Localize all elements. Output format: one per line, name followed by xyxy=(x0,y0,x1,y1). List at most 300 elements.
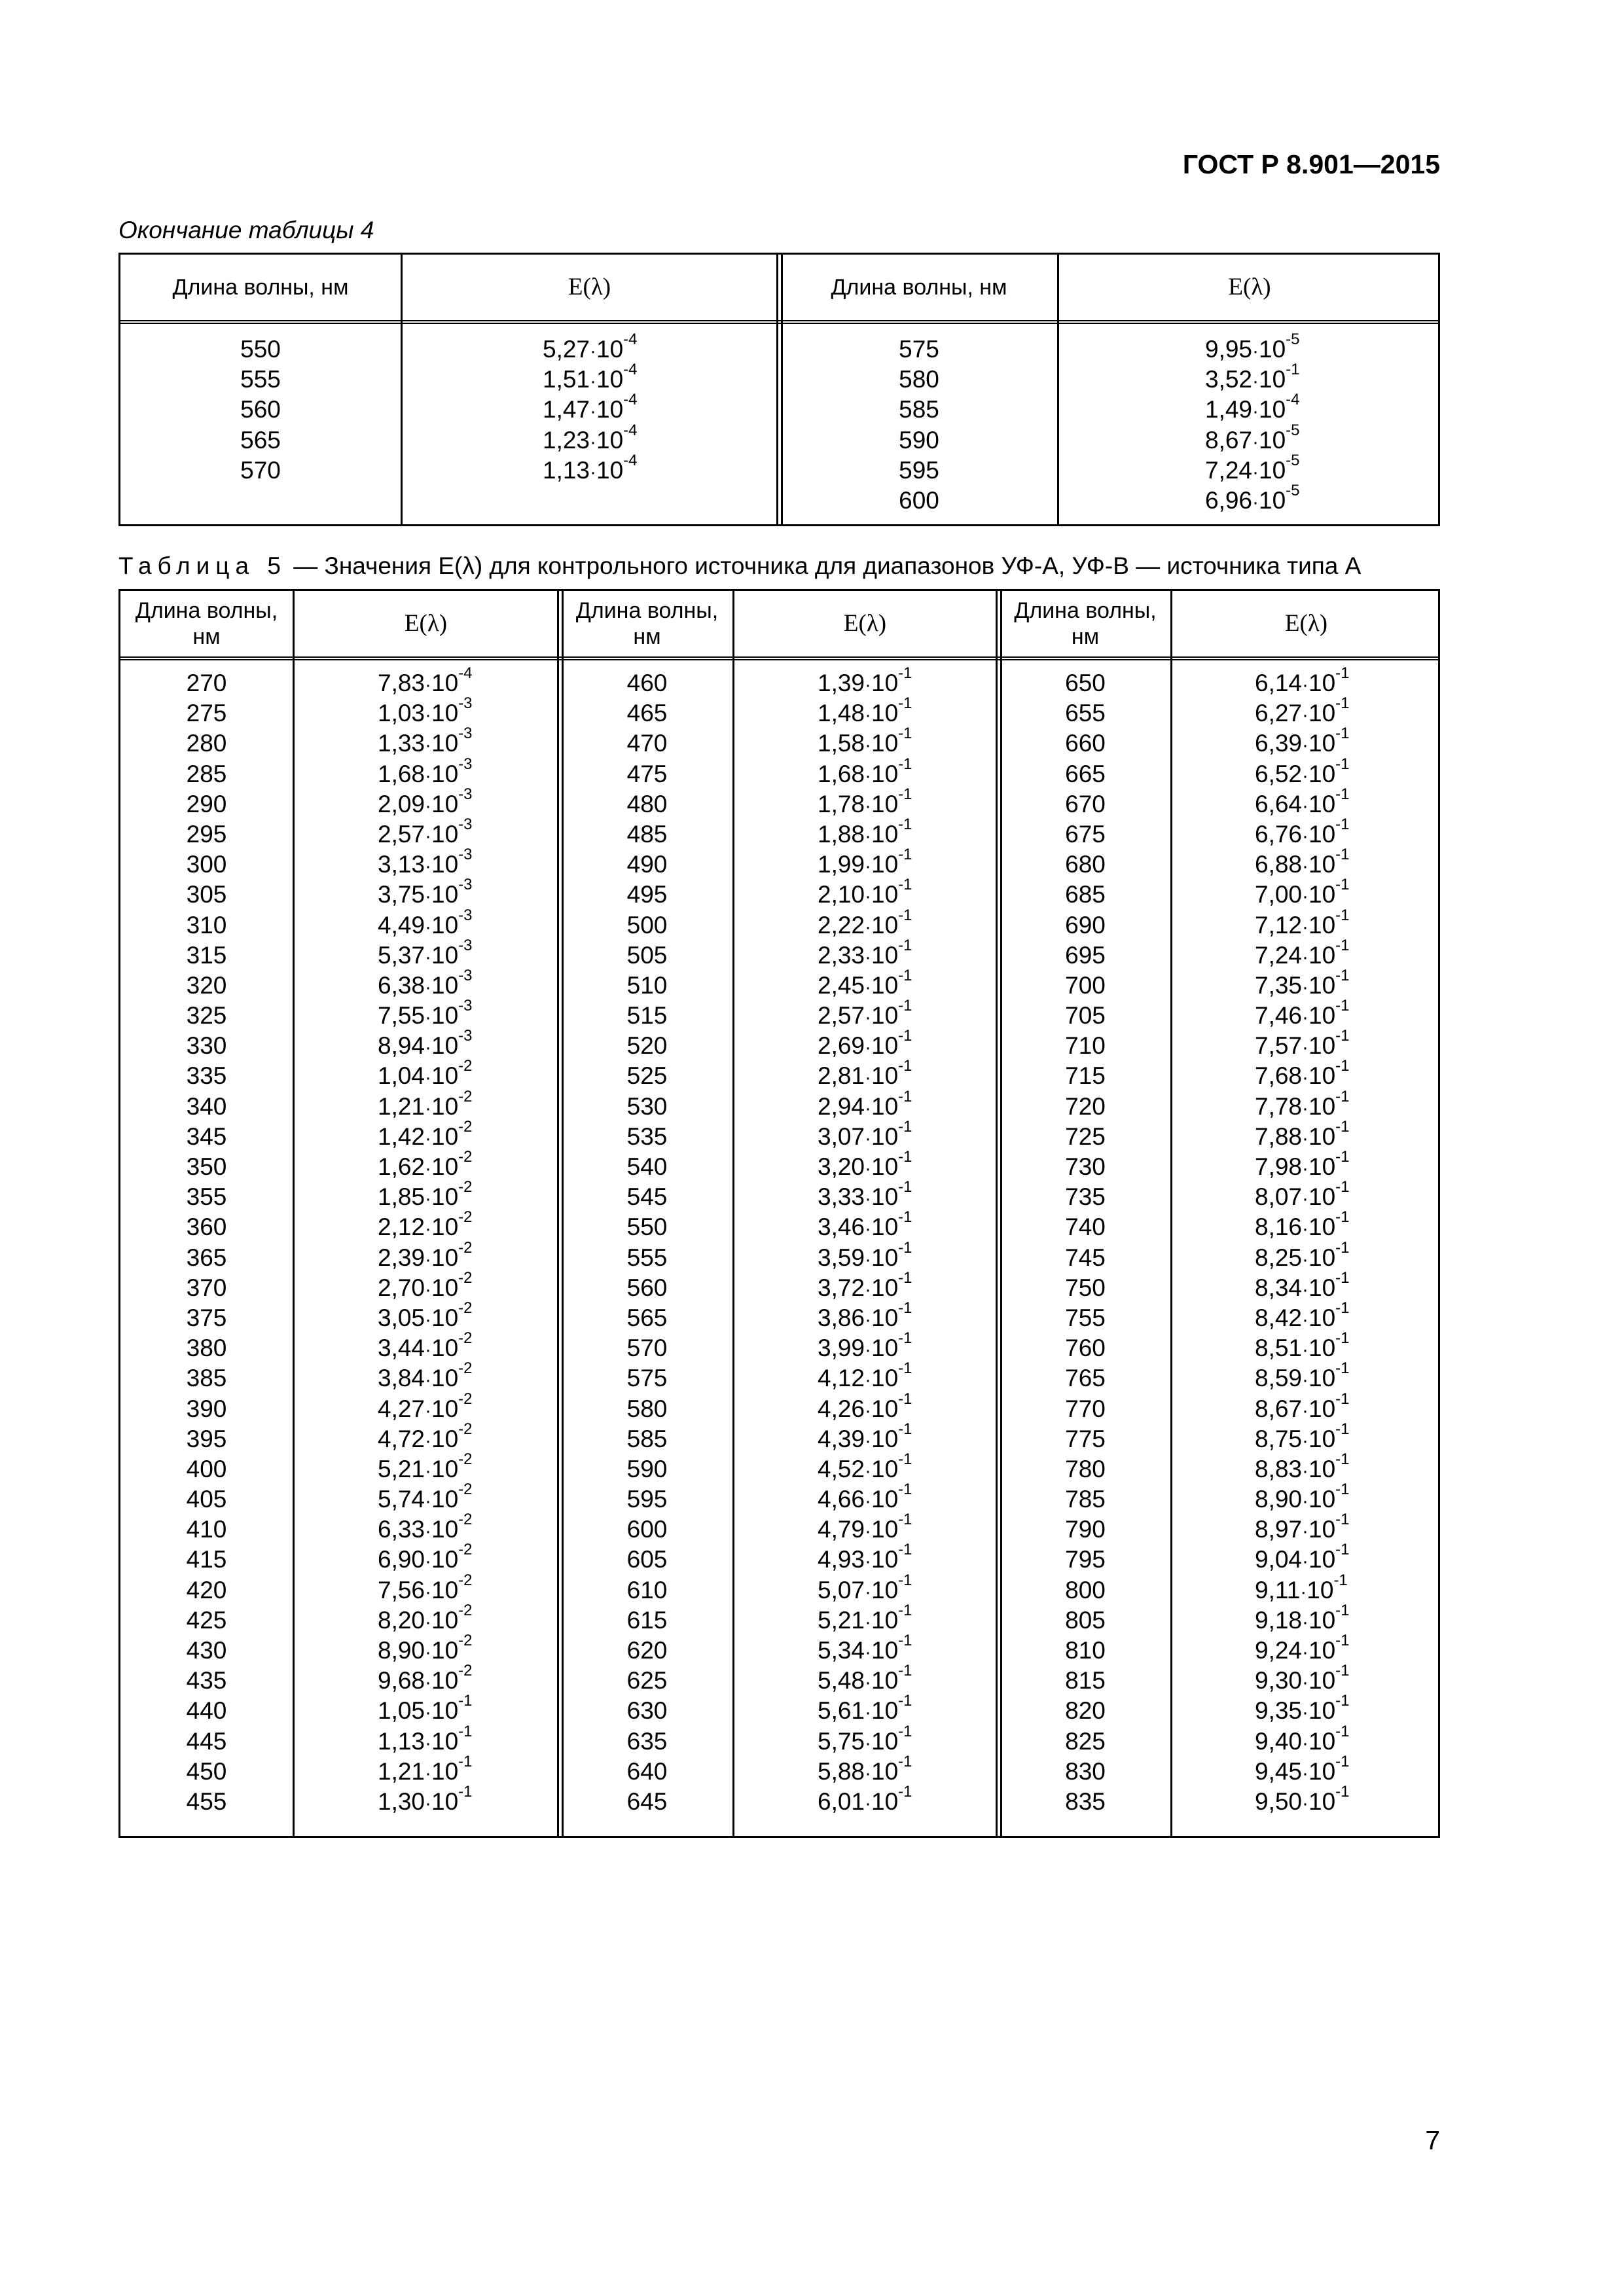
mantissa: 6,39 xyxy=(1255,730,1303,757)
base: 10 xyxy=(871,1546,899,1573)
mantissa: 5,21 xyxy=(378,1455,425,1482)
mantissa: 2,94 xyxy=(818,1092,865,1120)
mantissa: 3,05 xyxy=(378,1304,425,1331)
base: 10 xyxy=(1308,1092,1336,1120)
mantissa: 9,18 xyxy=(1255,1606,1303,1634)
base: 10 xyxy=(871,1395,899,1422)
wavelength-cell: 600 xyxy=(626,1516,668,1543)
wavelength-cell: 535 xyxy=(626,1122,668,1150)
wavelength-cell: 615 xyxy=(626,1606,668,1634)
base: 10 xyxy=(871,1697,899,1725)
mantissa: 7,35 xyxy=(1255,971,1303,999)
wavelength-cell: 280 xyxy=(186,730,227,757)
mantissa: 2,12 xyxy=(378,1213,425,1241)
mantissa: 9,11 xyxy=(1255,1576,1301,1604)
multiplication-dot: · xyxy=(590,340,597,362)
value-cell xyxy=(378,876,548,910)
mantissa: 8,34 xyxy=(1255,1274,1303,1301)
mantissa: 6,38 xyxy=(378,971,425,999)
wavelength-column xyxy=(1000,668,1170,1817)
base: 10 xyxy=(431,1787,459,1815)
exponent: -1 xyxy=(898,1571,912,1589)
base: 10 xyxy=(871,1757,899,1785)
base: 10 xyxy=(871,790,899,817)
multiplication-dot: · xyxy=(1302,1672,1309,1694)
wavelength-cell: 750 xyxy=(1065,1274,1106,1301)
multiplication-dot: · xyxy=(590,370,597,393)
exponent: -1 xyxy=(1335,1662,1350,1680)
multiplication-dot: · xyxy=(865,1732,872,1754)
multiplication-dot: · xyxy=(1302,1429,1309,1452)
exponent: -1 xyxy=(898,1722,912,1740)
multiplication-dot: · xyxy=(1302,1762,1309,1784)
exponent: -3 xyxy=(458,906,473,924)
multiplication-dot: · xyxy=(425,1702,432,1724)
wavelength-cell: 390 xyxy=(186,1395,227,1422)
wavelength-column xyxy=(120,668,293,1817)
base: 10 xyxy=(871,1244,899,1271)
value-cell xyxy=(378,1752,548,1787)
base: 10 xyxy=(431,1183,459,1211)
table5-caption xyxy=(118,552,1361,581)
wavelength-cell: 515 xyxy=(626,1002,668,1030)
wavelength-cell: 820 xyxy=(1065,1697,1106,1725)
base: 10 xyxy=(1308,1425,1336,1452)
base: 10 xyxy=(1259,456,1286,484)
base: 10 xyxy=(596,426,624,454)
base: 10 xyxy=(1308,1516,1336,1543)
value-cell xyxy=(378,785,548,819)
wavelength-cell: 340 xyxy=(186,1092,227,1120)
wavelength-cell: 600 xyxy=(899,486,939,514)
mantissa: 4,39 xyxy=(818,1425,865,1452)
wavelength-cell: 565 xyxy=(626,1304,668,1331)
multiplication-dot: · xyxy=(1252,340,1259,362)
base: 10 xyxy=(431,1546,459,1573)
exponent: -1 xyxy=(1335,846,1350,864)
exponent: -1 xyxy=(898,785,912,803)
exponent: -1 xyxy=(1286,361,1300,379)
mantissa: 9,45 xyxy=(1255,1757,1303,1785)
mantissa: 5,75 xyxy=(818,1727,865,1755)
header-wavelength: Длина волны, нм xyxy=(1014,598,1157,649)
multiplication-dot: · xyxy=(425,1490,432,1513)
multiplication-dot: · xyxy=(1252,491,1259,513)
base: 10 xyxy=(871,1787,899,1815)
exponent: -1 xyxy=(898,725,912,743)
base: 10 xyxy=(871,700,899,727)
mantissa: 1,51 xyxy=(543,366,590,393)
value-cell xyxy=(1255,1692,1425,1726)
exponent: -3 xyxy=(458,755,473,773)
multiplication-dot: · xyxy=(865,1611,872,1633)
base: 10 xyxy=(871,1576,899,1604)
exponent: -1 xyxy=(898,846,912,864)
mantissa: 4,52 xyxy=(818,1455,865,1482)
mantissa: 1,68 xyxy=(818,760,865,787)
wavelength-cell: 595 xyxy=(899,456,939,484)
multiplication-dot: · xyxy=(1302,1702,1309,1724)
base: 10 xyxy=(871,1365,899,1392)
exponent: -1 xyxy=(898,1692,912,1710)
wavelength-cell: 270 xyxy=(186,670,227,696)
exponent: -2 xyxy=(458,1480,473,1499)
multiplication-dot: · xyxy=(1302,795,1309,817)
exponent: -3 xyxy=(458,876,473,894)
multiplication-dot: · xyxy=(865,1702,872,1724)
value-cell xyxy=(378,725,548,759)
mantissa: 6,90 xyxy=(378,1546,425,1573)
base: 10 xyxy=(1308,1546,1336,1573)
value-cell xyxy=(818,1752,988,1787)
exponent: -1 xyxy=(898,1057,912,1075)
exponent: -2 xyxy=(458,1329,473,1348)
mantissa: 9,30 xyxy=(1255,1667,1303,1695)
base: 10 xyxy=(871,1335,899,1362)
exponent: -4 xyxy=(458,664,473,682)
multiplication-dot: · xyxy=(425,1429,432,1452)
multiplication-dot: · xyxy=(425,1551,432,1573)
value-cell xyxy=(1205,331,1401,365)
mantissa: 3,59 xyxy=(818,1244,865,1271)
value-cell xyxy=(1255,1420,1425,1454)
mantissa: 3,46 xyxy=(818,1213,865,1241)
base: 10 xyxy=(431,820,459,848)
value-cell xyxy=(378,1692,548,1726)
page-number: 7 xyxy=(1425,2125,1440,2155)
base: 10 xyxy=(431,1576,459,1604)
mantissa: 6,27 xyxy=(1255,700,1303,727)
base: 10 xyxy=(871,1002,899,1030)
value-cell xyxy=(1255,725,1425,759)
base: 10 xyxy=(431,1516,459,1543)
exponent: -1 xyxy=(898,1390,912,1408)
base: 10 xyxy=(431,760,459,787)
wavelength-cell: 420 xyxy=(186,1576,227,1604)
mantissa: 7,24 xyxy=(1205,456,1253,484)
mantissa: 6,64 xyxy=(1255,790,1303,817)
wavelength-cell: 575 xyxy=(899,336,939,363)
multiplication-dot: · xyxy=(425,1581,432,1603)
wavelength-cell: 375 xyxy=(186,1304,227,1331)
wavelength-column xyxy=(120,334,401,486)
exponent: -2 xyxy=(458,1390,473,1408)
base: 10 xyxy=(431,1365,459,1392)
multiplication-dot: · xyxy=(1302,1097,1309,1119)
wavelength-cell: 625 xyxy=(626,1667,668,1695)
multiplication-dot: · xyxy=(425,674,432,696)
table5-title: — Значения E(λ) для контрольного источника для диапазонов УФ-А, УФ-В — источника типа А xyxy=(286,552,1362,579)
exponent: -1 xyxy=(1335,664,1350,682)
exponent: -4 xyxy=(623,421,638,439)
value-cell xyxy=(818,1571,988,1605)
exponent: -1 xyxy=(1335,694,1350,713)
exponent: -3 xyxy=(458,725,473,743)
value-cell xyxy=(1255,1571,1425,1605)
multiplication-dot: · xyxy=(865,1158,872,1179)
wavelength-cell: 620 xyxy=(626,1637,668,1664)
exponent: -2 xyxy=(458,1208,473,1227)
base: 10 xyxy=(431,1335,459,1362)
multiplication-dot: · xyxy=(865,1520,872,1543)
mantissa: 8,20 xyxy=(378,1606,425,1634)
mantissa: 2,69 xyxy=(818,1032,865,1060)
exponent: -1 xyxy=(898,1178,912,1196)
exponent: -1 xyxy=(1335,1722,1350,1740)
multiplication-dot: · xyxy=(865,1339,872,1361)
exponent: -1 xyxy=(1335,1148,1350,1166)
exponent: -3 xyxy=(458,846,473,864)
wavelength-column xyxy=(781,334,1057,516)
multiplication-dot: · xyxy=(865,916,872,938)
mantissa: 7,00 xyxy=(1255,881,1303,908)
wavelength-cell: 430 xyxy=(186,1637,227,1664)
wavelength-cell: 295 xyxy=(186,820,227,848)
mantissa: 5,34 xyxy=(818,1637,865,1664)
mantissa: 8,25 xyxy=(1255,1244,1303,1271)
mantissa: 4,79 xyxy=(818,1516,865,1543)
base: 10 xyxy=(871,1727,899,1755)
base: 10 xyxy=(871,1667,899,1695)
base: 10 xyxy=(1259,366,1286,393)
value-cell xyxy=(543,421,739,456)
wavelength-cell: 665 xyxy=(1065,760,1106,787)
exponent: -1 xyxy=(1335,1178,1350,1196)
multiplication-dot: · xyxy=(425,1188,432,1210)
value-cell xyxy=(543,361,739,395)
base: 10 xyxy=(871,1122,899,1150)
multiplication-dot: · xyxy=(865,1278,872,1300)
exponent: -3 xyxy=(458,936,473,954)
base: 10 xyxy=(1308,790,1336,817)
mantissa: 4,93 xyxy=(818,1546,865,1573)
value-cell xyxy=(1255,1782,1425,1817)
multiplication-dot: · xyxy=(865,734,872,757)
wavelength-cell: 570 xyxy=(626,1335,668,1362)
wavelength-cell: 380 xyxy=(186,1335,227,1362)
base: 10 xyxy=(1308,911,1336,939)
exponent: -1 xyxy=(1333,1571,1348,1589)
wavelength-cell: 500 xyxy=(626,911,668,939)
header-e-lambda: E(λ) xyxy=(1284,610,1328,637)
wavelength-cell: 470 xyxy=(626,730,668,757)
value-cell xyxy=(378,1541,548,1575)
base: 10 xyxy=(1308,881,1336,908)
wavelength-cell: 350 xyxy=(186,1153,227,1180)
base: 10 xyxy=(431,911,459,939)
base: 10 xyxy=(1308,1697,1336,1725)
wavelength-cell: 425 xyxy=(186,1606,227,1634)
wavelength-cell: 565 xyxy=(240,426,281,454)
mantissa: 1,49 xyxy=(1205,396,1253,423)
multiplication-dot: · xyxy=(1302,1792,1309,1814)
mantissa: 7,98 xyxy=(1255,1153,1303,1180)
wavelength-cell: 815 xyxy=(1065,1667,1106,1695)
exponent: -1 xyxy=(1335,1299,1350,1317)
exponent: -1 xyxy=(898,1601,912,1619)
wavelength-cell: 640 xyxy=(626,1757,668,1785)
multiplication-dot: · xyxy=(590,431,597,453)
base: 10 xyxy=(1308,1606,1336,1634)
multiplication-dot: · xyxy=(1302,1158,1309,1179)
multiplication-dot: · xyxy=(1252,431,1259,453)
wavelength-cell: 455 xyxy=(186,1787,227,1815)
wavelength-cell: 670 xyxy=(1065,790,1106,817)
wavelength-cell: 765 xyxy=(1065,1365,1106,1392)
value-cell xyxy=(818,906,988,941)
value-cell xyxy=(818,1722,988,1757)
base: 10 xyxy=(596,366,624,393)
base: 10 xyxy=(1308,971,1336,999)
multiplication-dot: · xyxy=(1302,976,1309,998)
value-cell xyxy=(1255,1390,1425,1424)
value-cell xyxy=(1255,1752,1425,1787)
multiplication-dot: · xyxy=(425,916,432,938)
wavelength-cell: 480 xyxy=(626,790,668,817)
value-cell xyxy=(818,755,988,789)
multiplication-dot: · xyxy=(1302,734,1309,757)
base: 10 xyxy=(431,1727,459,1755)
exponent: -1 xyxy=(1335,785,1350,803)
value-cell xyxy=(818,785,988,819)
value-cell xyxy=(1205,361,1401,395)
multiplication-dot: · xyxy=(1302,1067,1309,1089)
mantissa: 2,57 xyxy=(818,1002,865,1030)
exponent: -1 xyxy=(1335,1359,1350,1378)
multiplication-dot: · xyxy=(865,1308,872,1331)
mantissa: 1,13 xyxy=(543,456,590,484)
wavelength-cell: 825 xyxy=(1065,1727,1106,1755)
multiplication-dot: · xyxy=(1302,674,1309,696)
wavelength-cell: 315 xyxy=(186,941,227,969)
value-cell xyxy=(378,1208,548,1242)
exponent: -2 xyxy=(458,1541,473,1559)
wavelength-cell: 300 xyxy=(186,851,227,878)
multiplication-dot: · xyxy=(865,764,872,787)
wavelength-cell: 675 xyxy=(1065,820,1106,848)
mantissa: 3,75 xyxy=(378,881,425,908)
multiplication-dot: · xyxy=(425,1158,432,1179)
multiplication-dot: · xyxy=(425,825,432,847)
wavelength-cell: 660 xyxy=(1065,730,1106,757)
base: 10 xyxy=(431,851,459,878)
mantissa: 2,09 xyxy=(378,790,425,817)
mantissa: 1,39 xyxy=(818,670,865,696)
mantissa: 4,12 xyxy=(818,1365,865,1392)
mantissa: 5,07 xyxy=(818,1576,865,1604)
exponent: -1 xyxy=(898,876,912,894)
multiplication-dot: · xyxy=(425,1792,432,1814)
mantissa: 8,83 xyxy=(1255,1455,1303,1482)
header-wavelength: Длина волны, нм xyxy=(831,275,1007,300)
base: 10 xyxy=(871,730,899,757)
value-cell xyxy=(1255,1087,1425,1122)
wavelength-cell: 745 xyxy=(1065,1244,1106,1271)
base: 10 xyxy=(871,1274,899,1301)
mantissa: 3,44 xyxy=(378,1335,425,1362)
base: 10 xyxy=(1308,1213,1336,1241)
exponent: -1 xyxy=(1335,906,1350,924)
wavelength-cell: 770 xyxy=(1065,1395,1106,1422)
mantissa: 3,20 xyxy=(818,1153,865,1180)
mantissa: 3,52 xyxy=(1205,366,1253,393)
multiplication-dot: · xyxy=(425,1732,432,1754)
multiplication-dot: · xyxy=(1302,886,1309,908)
mantissa: 2,45 xyxy=(818,971,865,999)
base: 10 xyxy=(431,1153,459,1180)
mantissa: 2,70 xyxy=(378,1274,425,1301)
mantissa: 1,68 xyxy=(378,760,425,787)
value-cell xyxy=(818,1057,988,1091)
mantissa: 5,61 xyxy=(818,1697,865,1725)
multiplication-dot: · xyxy=(1302,1037,1309,1059)
wavelength-cell: 365 xyxy=(186,1244,227,1271)
header-wavelength: Длина волны, нм xyxy=(135,598,278,649)
exponent: -1 xyxy=(1335,997,1350,1015)
base: 10 xyxy=(596,396,624,423)
value-cell xyxy=(1255,1238,1425,1273)
multiplication-dot: · xyxy=(425,1611,432,1633)
multiplication-dot: · xyxy=(865,1581,872,1603)
exponent: -1 xyxy=(898,1148,912,1166)
mantissa: 1,33 xyxy=(378,730,425,757)
base: 10 xyxy=(431,730,459,757)
wavelength-cell: 605 xyxy=(626,1546,668,1573)
mantissa: 5,74 xyxy=(378,1486,425,1513)
wavelength-cell: 460 xyxy=(626,670,668,696)
wavelength-cell: 585 xyxy=(899,396,939,423)
value-cell xyxy=(543,331,739,365)
value-cell xyxy=(378,1057,548,1091)
mantissa: 1,30 xyxy=(378,1787,425,1815)
exponent: -1 xyxy=(898,1299,912,1317)
wavelength-cell: 810 xyxy=(1065,1637,1106,1664)
wavelength-cell: 710 xyxy=(1065,1032,1106,1060)
mantissa: 6,01 xyxy=(818,1787,865,1815)
base: 10 xyxy=(1259,426,1286,454)
base: 10 xyxy=(1308,820,1336,848)
exponent: -1 xyxy=(898,906,912,924)
mantissa: 7,56 xyxy=(378,1576,425,1604)
multiplication-dot: · xyxy=(425,1308,432,1331)
header-e-lambda: E(λ) xyxy=(404,610,448,637)
wavelength-cell: 595 xyxy=(626,1486,668,1513)
base: 10 xyxy=(1308,1637,1336,1664)
wavelength-cell: 570 xyxy=(240,456,281,484)
exponent: -1 xyxy=(1335,815,1350,833)
mantissa: 6,14 xyxy=(1255,670,1303,696)
base: 10 xyxy=(431,1697,459,1725)
multiplication-dot: · xyxy=(865,1127,872,1149)
value-column xyxy=(378,664,548,1817)
exponent: -1 xyxy=(458,1722,473,1740)
value-cell xyxy=(818,1692,988,1726)
exponent: -3 xyxy=(458,694,473,713)
exponent: -3 xyxy=(458,815,473,833)
exponent: -1 xyxy=(1335,1268,1350,1287)
base: 10 xyxy=(871,820,899,848)
wavelength-cell: 395 xyxy=(186,1425,227,1452)
wavelength-cell: 550 xyxy=(240,336,281,363)
exponent: -2 xyxy=(458,1420,473,1438)
value-cell xyxy=(378,1420,548,1454)
base: 10 xyxy=(871,760,899,787)
wavelength-cell: 695 xyxy=(1065,941,1106,969)
base: 10 xyxy=(1308,1153,1336,1180)
table4-continuation xyxy=(118,253,1440,526)
multiplication-dot: · xyxy=(425,1278,432,1300)
header-e-lambda: E(λ) xyxy=(843,610,887,637)
